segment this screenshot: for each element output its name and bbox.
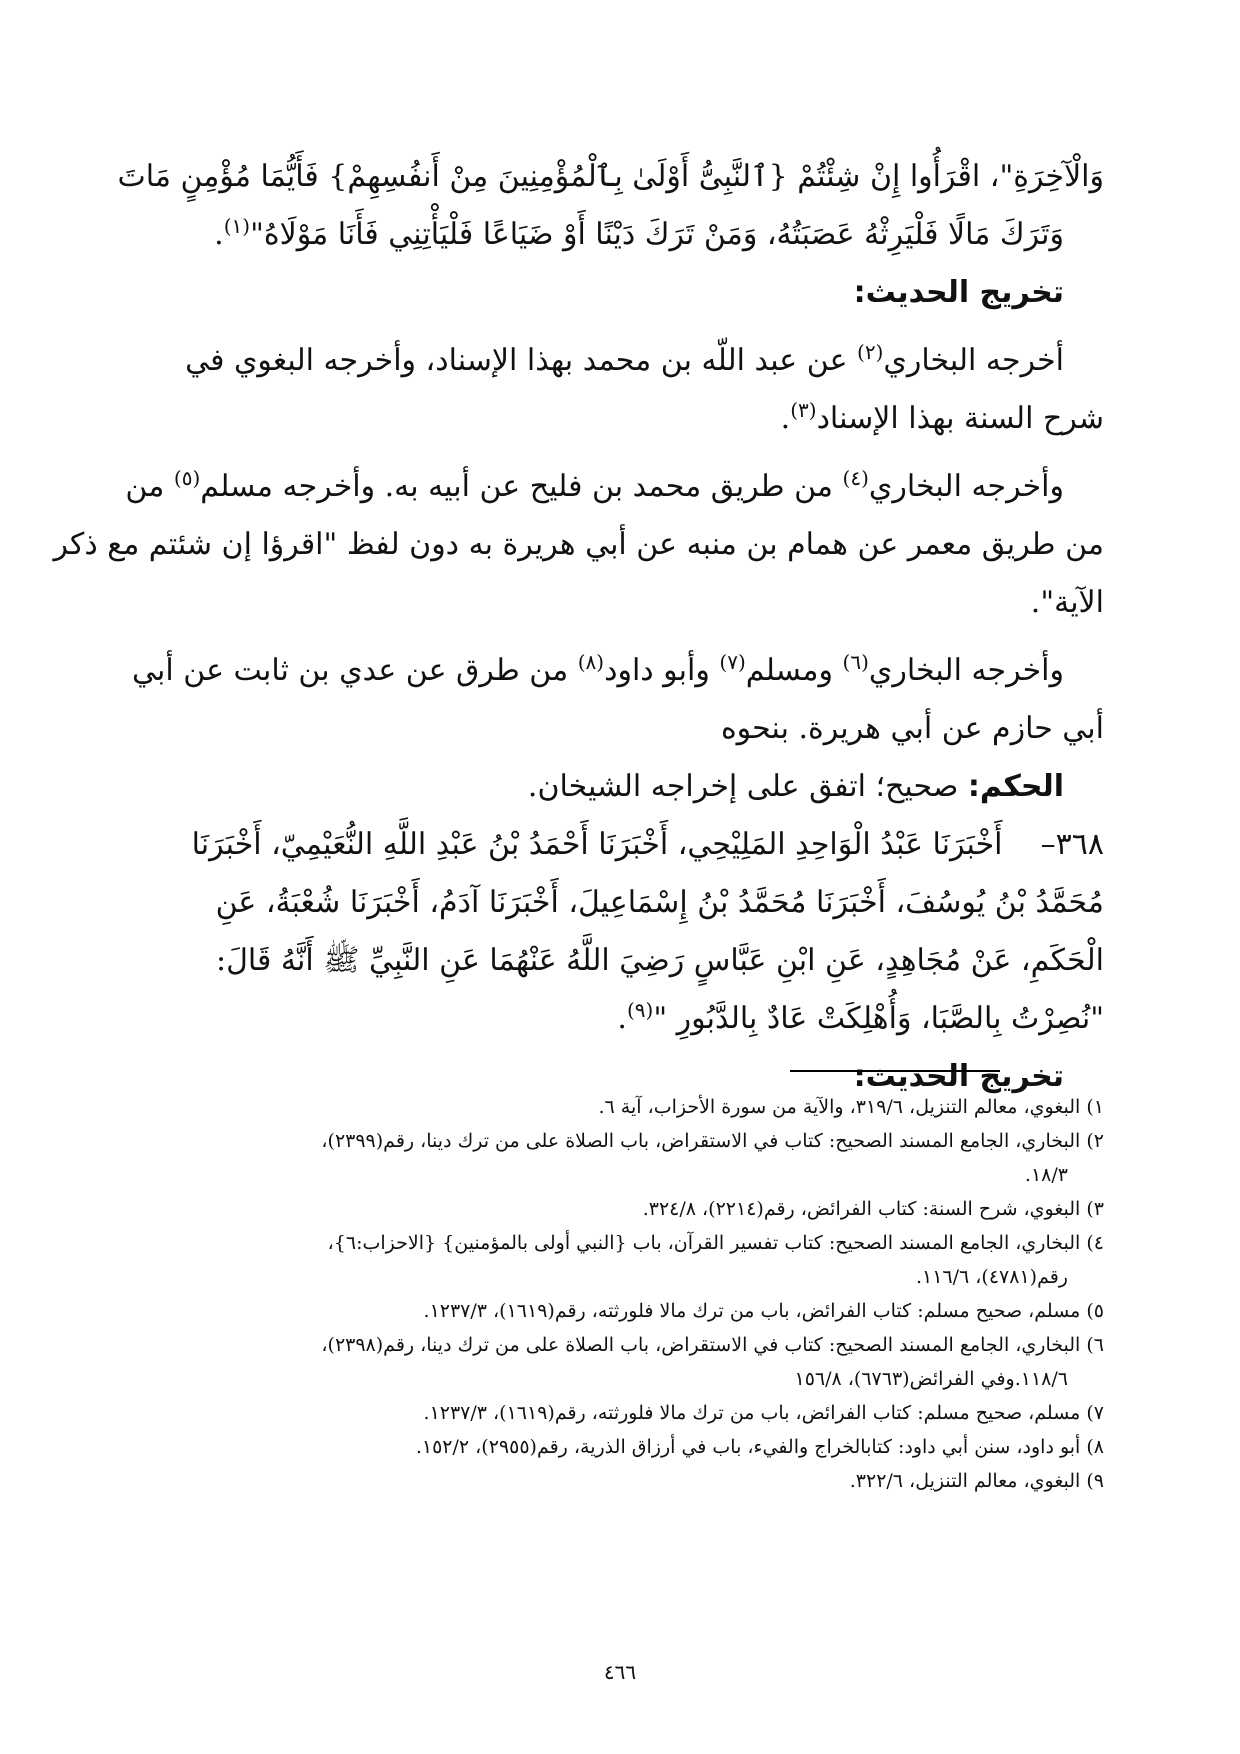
footnote-8: ٨) أبو داود، سنن أبي داود: كتابالخراج والفيء، باب في أرزاق الذرية، رقم(٢٩٥٥)، ١٥٢/٢. xyxy=(415,1436,1104,1458)
footnote-7: ٧) مسلم، صحيح مسلم: كتاب الفرائض، باب من ترك مالا فلورثته، رقم(١٦١٩)، ١٢٣٧/٣. xyxy=(423,1402,1104,1424)
footnote-ref[interactable]: (١) xyxy=(223,214,251,238)
footnote-ref[interactable]: (٣) xyxy=(790,398,817,422)
text-line: الحكم: صحيح؛ اتفق على إخراجه الشيخان. xyxy=(527,769,1064,804)
footnote-ref[interactable]: (٩) xyxy=(626,998,654,1022)
footnote-6: ٦) البخاري، الجامع المسند الصحيح: كتاب في الاستقراض، باب الصلاة على من ترك دينا، رقم(٢٣٩٨)، ١١٨/٦.وفي الفرائض(٦٧٦٣)، ١٥٦/٨ xyxy=(321,1334,1104,1390)
footnote-ref[interactable]: (٢) xyxy=(857,340,884,364)
text-line: الْحَكَمِ، عَنْ مُجَاهِدٍ، عَنِ ابْنِ عَبَّاسٍ رَضِيَ اللَّهُ عَنْهُمَا عَنِ النَّبِيِّ ﷺ أَنَّهُ قَالَ: xyxy=(215,943,1104,978)
footnote-1: ١) البغوي، معالم التنزيل، ٣١٩/٦، والآية من سورة الأحزاب، آية ٦. xyxy=(598,1096,1104,1118)
hadith-number: ٣٦٨– xyxy=(1040,827,1104,862)
text-line: وَالْآخِرَةِ"، اقْرَأُوا إِنْ شِئْتُمْ {ٱلنَّبِىُّ أَوْلَىٰ بِٱلْمُؤْمِنِينَ مِنْ أَنفُسِهِمْ} فَأَيُّمَا مُؤْمِنٍ مَاتَ xyxy=(117,159,1104,194)
text-line: مُحَمَّدُ بْنُ يُوسُفَ، أَخْبَرَنَا مُحَمَّدُ بْنُ إِسْمَاعِيلَ، أَخْبَرَنَا آدَمُ، أَخْبَرَنَا شُعْبَةُ، عَنِ xyxy=(215,885,1104,920)
footnote-3: ٣) البغوي، شرح السنة: كتاب الفرائض، رقم(٢٢١٤)، ٣٢٤/٨. xyxy=(642,1198,1104,1220)
page-number: ٤٦٦ xyxy=(603,1660,637,1684)
text-line: من طريق معمر عن همام بن منبه عن أبي هريرة به دون لفظ "اقرؤا إن شئتم مع ذكر xyxy=(53,527,1104,562)
text-line: أبي حازم عن أبي هريرة. بنحوه xyxy=(720,711,1104,746)
text-line: شرح السنة بهذا الإسناد$^{(٣)}$. xyxy=(780,398,1104,436)
section-heading-takhrij: تخريج الحديث: xyxy=(853,1059,1064,1094)
hukm-label: الحكم: xyxy=(967,769,1064,804)
text-line: "نُصِرْتُ بِالصَّبَا، وَأُهْلِكَتْ عَادٌ بِالدَّبُورِ "$^{(٩)}$. xyxy=(617,998,1104,1036)
footnote-ref[interactable]: (٤) xyxy=(842,466,869,490)
paragraph-1 xyxy=(150,332,1104,448)
footnote-2: ٢) البخاري، الجامع المسند الصحيح: كتاب في الاستقراض، باب الصلاة على من ترك دينا، رقم(٢٣٩٩)، ١٨/٣. xyxy=(321,1130,1104,1186)
hadith-368 xyxy=(150,816,1104,1048)
text-line: وأخرجه البخاري$^{(٤)}$ من طريق محمد بن فليح عن أبيه به. وأخرجه مسلم$^{(٥)}$ من xyxy=(125,466,1064,504)
text-line: وَتَرَكَ مَالًا فَلْيَرِثْهُ عَصَبَتُهُ، وَمَنْ تَرَكَ دَيْنًا أَوْ ضَيَاعًا فَلْيَأْتِنِي فَأَنَا مَوْلَاهُ"$^{(١)}$. xyxy=(214,214,1064,252)
footnote-separator xyxy=(790,1070,1000,1072)
footnote-ref[interactable]: (٨) xyxy=(577,650,605,674)
footnote-4: ٤) البخاري، الجامع المسند الصحيح: كتاب تفسير القرآن، باب {النبي أولى بالمؤمنين} {الاحزاب:٦}، رقم(٤٧٨١)، ١١٦/٦. xyxy=(327,1232,1104,1288)
paragraph-3 xyxy=(132,642,1104,758)
text-line: الآية". xyxy=(1030,585,1104,620)
footnotes xyxy=(180,1090,1104,1498)
footnote-9: ٩) البغوي، معالم التنزيل، ٣٢٢/٦. xyxy=(849,1470,1104,1492)
section-heading-takhrij: تخريج الحديث: xyxy=(853,275,1064,310)
footnote-ref[interactable]: (٥) xyxy=(173,466,201,490)
text-line: أخرجه البخاري$^{(٢)}$ عن عبد اللّه بن محمد بهذا الإسناد، وأخرجه البغوي في xyxy=(185,340,1064,378)
hukm-line xyxy=(150,758,1104,816)
paragraph-2 xyxy=(53,458,1104,632)
main-text xyxy=(53,148,1104,1106)
text-line: ٣٦٨– أَخْبَرَنَا عَبْدُ الْوَاحِدِ المَلِيْحِي، أَخْبَرَنَا أَحْمَدُ بْنُ عَبْدِ اللَّهِ النُّعَيْمِيّ، أَخْبَرَنَا xyxy=(191,827,1104,862)
footnote-ref[interactable]: (٦) xyxy=(842,650,869,674)
hadith-ending xyxy=(117,148,1104,264)
footnote-5: ٥) مسلم، صحيح مسلم: كتاب الفرائض، باب من ترك مالا فلورثته، رقم(١٦١٩)، ١٢٣٧/٣. xyxy=(423,1300,1104,1322)
footnote-ref[interactable]: (٧) xyxy=(719,650,746,674)
text-line: وأخرجه البخاري$^{(٦)}$ ومسلم$^{(٧)}$ وأبو داود$^{(٨)}$ من طرق عن عدي بن ثابت عن أبي xyxy=(132,650,1064,688)
